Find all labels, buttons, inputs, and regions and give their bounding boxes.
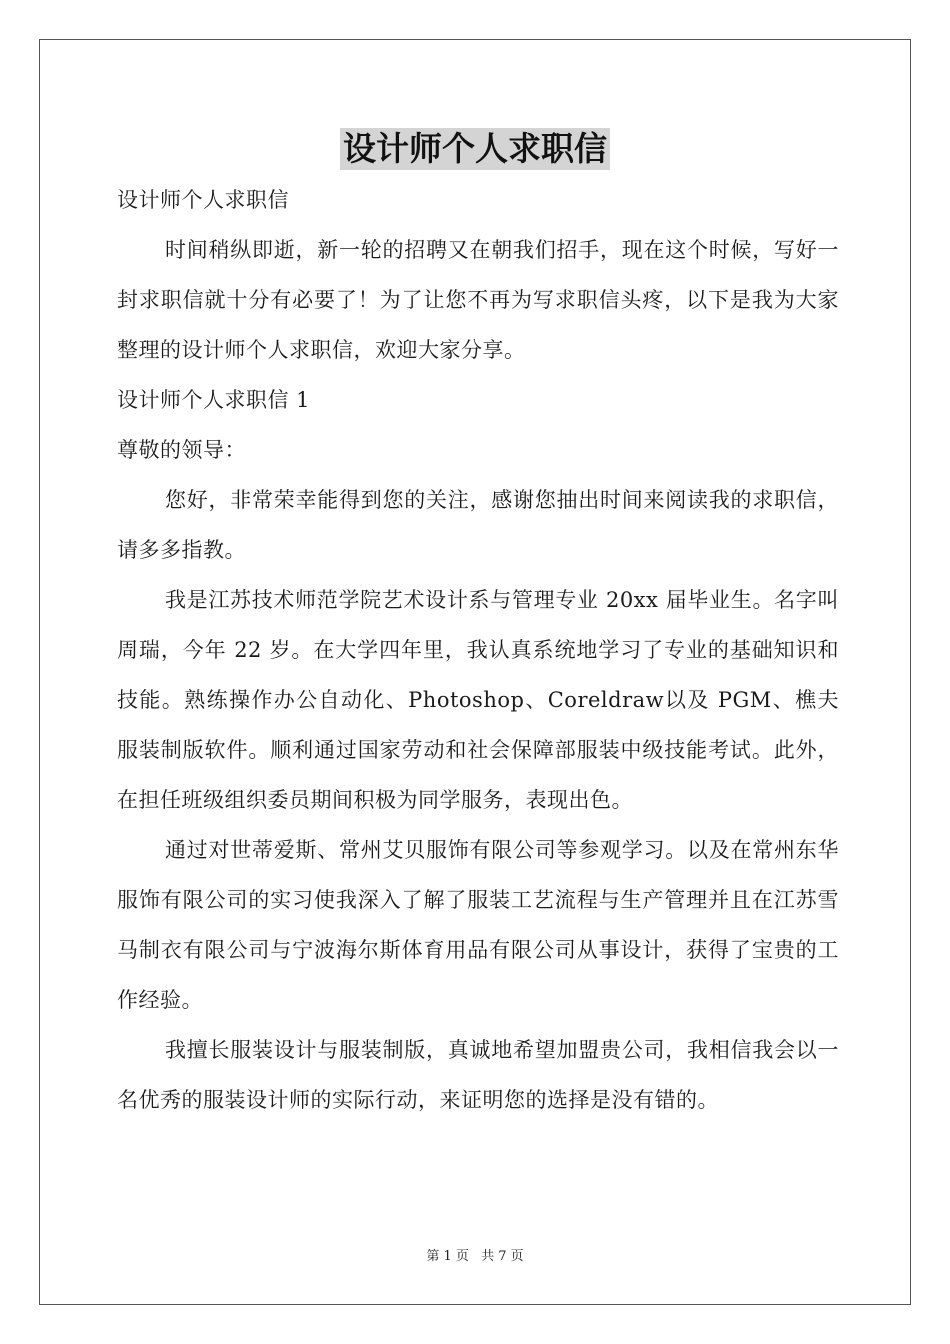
body-paragraph: 您好，非常荣幸能得到您的关注，感谢您抽出时间来阅读我的求职信，请多多指教。	[117, 488, 839, 562]
salutation: 尊敬的领导：	[117, 438, 246, 462]
body-paragraph: 通过对世蒂爱斯、常州艾贝服饰有限公司等参观学习。以及在常州东华服饰有限公司的实习使我深入了解了服装工艺流程与生产管理并且在江苏雪马制衣有限公司与宁波海尔斯体育用品有限公司从事设计，获得了宝贵的工作经验。	[117, 838, 839, 1012]
page-footer	[0, 1248, 950, 1266]
document-subtitle: 设计师个人求职信	[117, 188, 289, 212]
body-paragraph: 我擅长服装设计与服装制版，真诚地希望加盟贵公司，我相信我会以一名优秀的服装设计师的实际行动，来证明您的选择是没有错的。	[117, 1038, 839, 1112]
intro-paragraph: 时间稍纵即逝，新一轮的招聘又在朝我们招手，现在这个时候，写好一封求职信就十分有必要了！为了让您不再为写求职信头疼，以下是我为大家整理的设计师个人求职信，欢迎大家分享。	[117, 238, 839, 362]
document-title	[0, 128, 950, 170]
document-body	[117, 175, 839, 1125]
page-number: 第 1 页	[426, 1249, 469, 1264]
document-title-text: 设计师个人求职信	[340, 128, 610, 170]
page-total: 共 7 页	[481, 1249, 524, 1264]
section-heading: 设计师个人求职信 1	[117, 388, 311, 412]
body-paragraph: 我是江苏技术师范学院艺术设计系与管理专业 20xx 届毕业生。名字叫周瑞，今年 22 岁。在大学四年里，我认真系统地学习了专业的基础知识和技能。熟练操作办公自动化、Photoshop、Coreldraw以及 PGM、樵夫服装制版软件。顺利通过国家劳动和社会保障部服装中级技能考试。此外，在担任班级组织委员期间积极为同学服务，表现出色。	[117, 588, 839, 812]
